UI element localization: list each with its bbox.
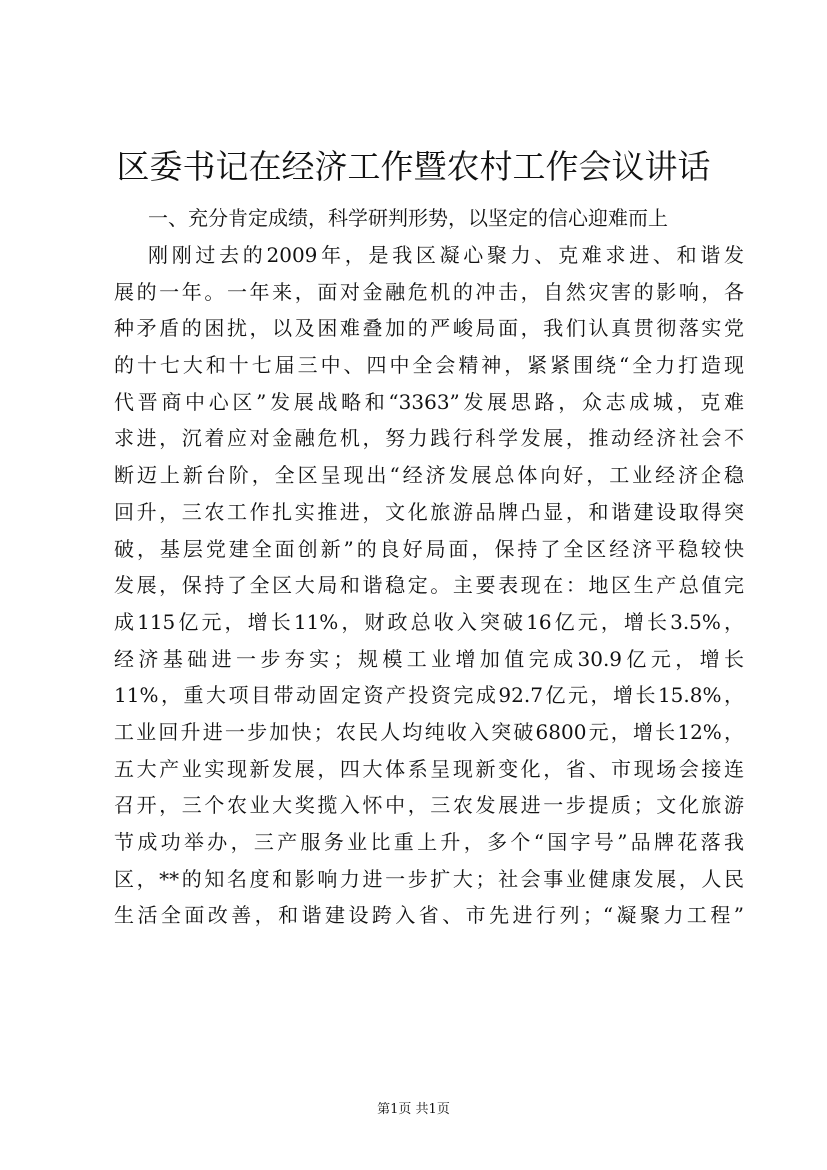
body-line: 代晋商中心区”发展战略和“3363”发展思路，众志成城，克难 (114, 389, 744, 414)
body-line: 节成功举办，三产服务业比重上升，多个“国字号”品牌花落我 (114, 830, 744, 854)
body-paragraph (114, 237, 744, 934)
body-line: 五大产业实现新发展，四大体系呈现新变化，省、市现场会接连 (114, 756, 744, 781)
document-title: 区委书记在经济工作暨农村工作会议讲话 (116, 147, 711, 186)
body-line: 区，**的知名度和影响力进一步扩大；社会事业健康发展，人民 (114, 866, 744, 891)
body-line: 的十七大和十七届三中、四中全会精神，紧紧围绕“全力打造现 (114, 353, 744, 378)
page-footer: 第1页 共1页 (377, 1102, 450, 1117)
body-line: 刚刚过去的2009年，是我区凝心聚力、克难求进、和谐发 (148, 243, 744, 267)
body-line: 求进，沉着应对金融危机，努力践行科学发展，推动经济社会不 (114, 426, 744, 451)
body-line: 破，基层党建全面创新”的良好局面，保持了全区经济平稳较快 (114, 536, 744, 561)
body-line: 发展，保持了全区大局和谐稳定。主要表现在：地区生产总值完 (114, 573, 744, 598)
body-line: 召开，三个农业大奖揽入怀中，三农发展进一步提质；文化旅游 (114, 793, 744, 818)
body-line: 11%，重大项目带动固定资产投资完成92.7亿元，增长15.8%， (114, 683, 744, 708)
body-line: 展的一年。一年来，面对金融危机的冲击，自然灾害的影响，各 (114, 279, 744, 304)
body-line: 回升，三农工作扎实推进，文化旅游品牌凸显，和谐建设取得突 (114, 499, 744, 524)
section-heading: 一、充分肯定成绩，科学研判形势，以坚定的信心迎难而上 (148, 206, 668, 230)
body-line: 断迈上新台阶，全区呈现出“经济发展总体向好，工业经济企稳 (114, 463, 744, 488)
body-line: 生活全面改善，和谐建设跨入省、市先进行列；“凝聚力工程” (114, 903, 744, 928)
body-line: 工业回升进一步加快；农民人均纯收入突破6800元，增长12%， (114, 719, 744, 744)
body-line: 成115亿元，增长11%，财政总收入突破16亿元，增长3.5%， (114, 609, 744, 634)
body-line: 经济基础进一步夯实；规模工业增加值完成30.9亿元，增长 (114, 646, 744, 671)
body-line: 种矛盾的困扰，以及困难叠加的严峻局面，我们认真贯彻落实党 (114, 316, 744, 341)
